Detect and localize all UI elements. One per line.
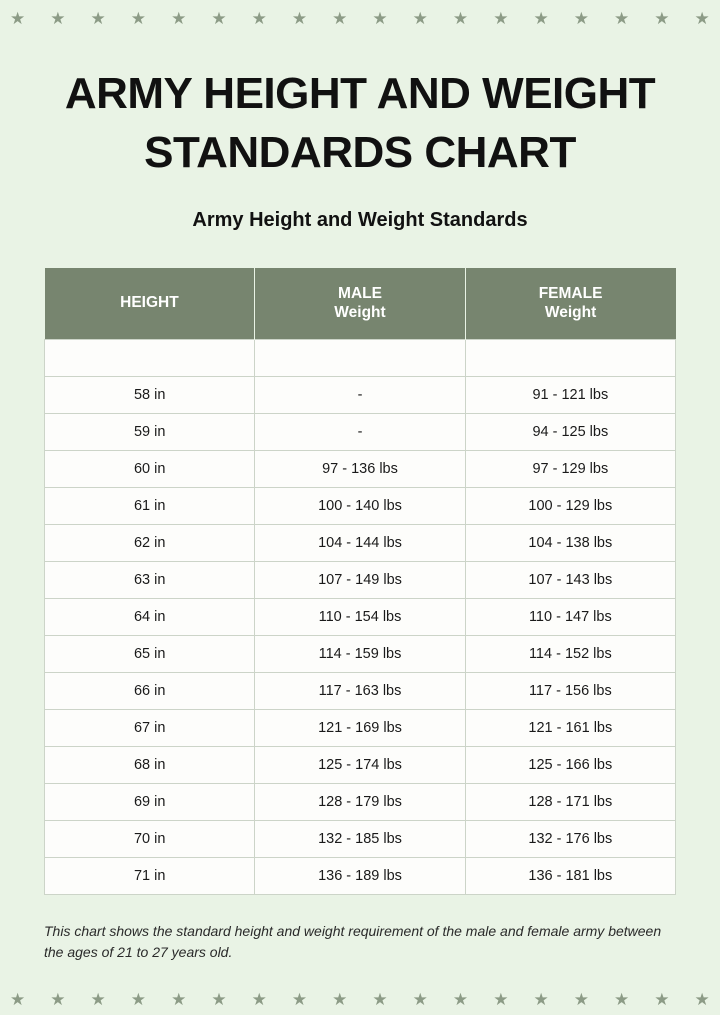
table-row xyxy=(45,746,676,783)
cell-male-weight: - xyxy=(255,413,465,450)
star-icon: ★ xyxy=(10,989,26,1009)
cell-male-weight: 107 - 149 lbs xyxy=(255,561,465,598)
column-header-female-sub: Weight xyxy=(544,304,597,322)
cell-height: 71 in xyxy=(45,857,255,894)
page-subtitle: Army Height and Weight Standards xyxy=(192,208,528,231)
column-header-male-sub: Weight xyxy=(334,304,386,322)
table-row xyxy=(45,672,676,709)
table-header-row xyxy=(45,268,676,339)
star-icon: ★ xyxy=(533,989,549,1009)
star-icon: ★ xyxy=(171,989,187,1009)
star-icon: ★ xyxy=(573,8,589,28)
star-icon: ★ xyxy=(412,989,428,1009)
column-header-female xyxy=(465,268,675,339)
table-row xyxy=(45,524,676,561)
cell-male-weight: - xyxy=(255,376,465,413)
cell-female-weight: 94 - 125 lbs xyxy=(465,413,675,450)
cell-female-weight: 100 - 129 lbs xyxy=(465,487,675,524)
table-row xyxy=(45,413,676,450)
cell-female-weight: 110 - 147 lbs xyxy=(465,598,675,635)
star-icon: ★ xyxy=(654,989,670,1009)
cell-height: 60 in xyxy=(45,450,255,487)
cell-female-weight: 125 - 166 lbs xyxy=(465,746,675,783)
cell-height: 67 in xyxy=(45,709,255,746)
cell-male-weight: 104 - 144 lbs xyxy=(255,524,465,561)
chart-note: This chart shows the standard height and weight requirement of the male and female army between the ages of 21 to 27 years old. xyxy=(44,922,662,961)
cell-male-weight: 100 - 140 lbs xyxy=(255,487,465,524)
star-icon: ★ xyxy=(171,8,187,28)
star-icon: ★ xyxy=(452,989,469,1009)
page-title: ARMY HEIGHT AND WEIGHT STANDARDS CHART xyxy=(64,69,656,178)
star-icon: ★ xyxy=(412,8,428,28)
star-icon: ★ xyxy=(251,8,267,28)
column-header-male-label: MALE xyxy=(338,284,382,302)
star-icon: ★ xyxy=(694,989,710,1009)
star-icon: ★ xyxy=(654,8,670,28)
star-icon: ★ xyxy=(493,989,509,1009)
star-icon: ★ xyxy=(130,8,147,28)
table-row xyxy=(45,820,676,857)
column-header-height-label: HEIGHT xyxy=(120,294,179,312)
star-icon: ★ xyxy=(533,8,549,28)
star-icon: ★ xyxy=(573,989,589,1009)
cell-male-weight: 128 - 179 lbs xyxy=(255,783,465,820)
column-header-height xyxy=(45,268,255,339)
cell-female-weight: 114 - 152 lbs xyxy=(465,635,675,672)
star-band-bottom xyxy=(0,983,720,1015)
cell-female-weight: 121 - 161 lbs xyxy=(465,709,675,746)
cell-height: 61 in xyxy=(45,487,255,524)
cell-male-weight: 117 - 163 lbs xyxy=(255,672,465,709)
cell-height: 62 in xyxy=(45,524,255,561)
cell-male-weight: 121 - 169 lbs xyxy=(255,709,465,746)
star-icon: ★ xyxy=(291,989,308,1009)
cell-male-weight: 110 - 154 lbs xyxy=(255,598,465,635)
cell-male-weight: 132 - 185 lbs xyxy=(255,820,465,857)
height-weight-table xyxy=(44,268,676,895)
star-icon: ★ xyxy=(211,989,227,1009)
cell-height: 58 in xyxy=(45,376,255,413)
star-icon: ★ xyxy=(332,989,348,1009)
document-content xyxy=(0,32,720,983)
star-icon: ★ xyxy=(211,8,227,28)
cell-height: 64 in xyxy=(45,598,255,635)
cell-female-weight: 107 - 143 lbs xyxy=(465,561,675,598)
cell-female-weight: 104 - 138 lbs xyxy=(465,524,675,561)
star-icon: ★ xyxy=(251,989,267,1009)
star-icon: ★ xyxy=(332,8,348,28)
cell-male-weight: 136 - 189 lbs xyxy=(255,857,465,894)
table-row xyxy=(45,376,676,413)
table-header-spacer xyxy=(45,339,676,376)
table-row xyxy=(45,857,676,894)
star-icon: ★ xyxy=(10,8,26,28)
cell-height: 69 in xyxy=(45,783,255,820)
cell-male-weight: 114 - 159 lbs xyxy=(255,635,465,672)
cell-female-weight: 91 - 121 lbs xyxy=(465,376,675,413)
star-band-top xyxy=(0,0,720,32)
table-header xyxy=(45,268,676,339)
table-row xyxy=(45,450,676,487)
cell-height: 66 in xyxy=(45,672,255,709)
cell-height: 70 in xyxy=(45,820,255,857)
cell-height: 68 in xyxy=(45,746,255,783)
star-icon: ★ xyxy=(130,989,147,1009)
table-row xyxy=(45,783,676,820)
table-row xyxy=(45,487,676,524)
star-icon: ★ xyxy=(291,8,308,28)
cell-height: 59 in xyxy=(45,413,255,450)
table-row xyxy=(45,709,676,746)
table-row xyxy=(45,561,676,598)
star-icon: ★ xyxy=(372,8,388,28)
table-row xyxy=(45,598,676,635)
cell-female-weight: 136 - 181 lbs xyxy=(465,857,675,894)
table-row xyxy=(45,635,676,672)
cell-male-weight: 97 - 136 lbs xyxy=(255,450,465,487)
star-icon: ★ xyxy=(452,8,469,28)
star-icon: ★ xyxy=(50,989,66,1009)
star-icon: ★ xyxy=(694,8,710,28)
column-header-female-label: FEMALE xyxy=(538,284,603,302)
star-icon: ★ xyxy=(90,989,106,1009)
star-icon: ★ xyxy=(613,8,630,28)
cell-height: 63 in xyxy=(45,561,255,598)
cell-female-weight: 132 - 176 lbs xyxy=(465,820,675,857)
table-body xyxy=(45,339,676,894)
cell-female-weight: 97 - 129 lbs xyxy=(465,450,675,487)
star-icon: ★ xyxy=(613,989,630,1009)
star-icon: ★ xyxy=(90,8,106,28)
cell-female-weight: 117 - 156 lbs xyxy=(465,672,675,709)
cell-female-weight: 128 - 171 lbs xyxy=(465,783,675,820)
star-icon: ★ xyxy=(493,8,509,28)
star-icon: ★ xyxy=(50,8,66,28)
cell-height: 65 in xyxy=(45,635,255,672)
star-icon: ★ xyxy=(372,989,388,1009)
column-header-male xyxy=(255,268,465,339)
cell-male-weight: 125 - 174 lbs xyxy=(255,746,465,783)
